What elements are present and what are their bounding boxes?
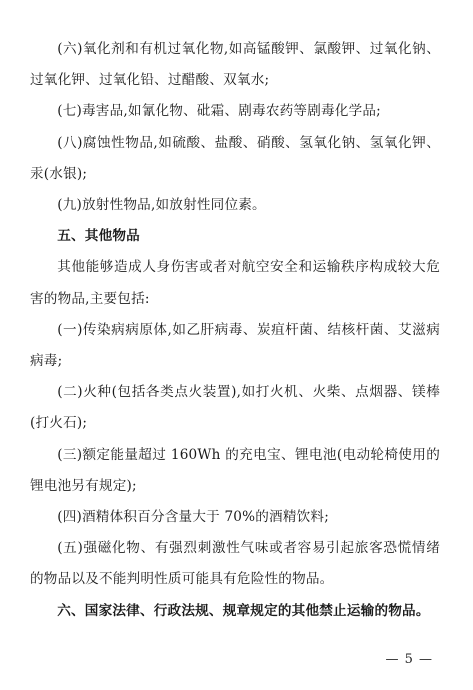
paragraph-item-6-oxidizers: (六)氧化剂和有机过氧化物,如高锰酸钾、氯酸钾、过氧化钠、过氧化钾、过氧化铅、过醋酸、双氧水; (30, 41, 440, 89)
paragraph-item-3-power-banks: (三)额定能量超过 160Wh 的充电宝、锂电池(电动轮椅使用的锂电池另有规定); (30, 446, 440, 494)
paragraph-item-9-radioactive: (九)放射性物品,如放射性同位素。 (57, 197, 266, 214)
paragraph-item-1-pathogens: (一)传染病病原体,如乙肝病毒、炭疽杆菌、结核杆菌、艾滋病病毒; (30, 321, 440, 370)
section-heading-legal-prohibited: 六、国家法律、行政法规、规章规定的其他禁止运输的物品。 (57, 602, 430, 619)
section-heading-other-items: 五、其他物品 (57, 228, 140, 245)
paragraph-item-4-alcohol: (四)酒精体积百分含量大于 70%的酒精饮料; (57, 509, 330, 526)
paragraph-item-5-magnetic-irritants: (五)强磁化物、有强烈刺激性气味或者容易引起旅客恐慌情绪的物品以及不能判明性质可能具有危险性的物品。 (30, 540, 440, 588)
paragraph-item-2-fire-sources: (二)火种(包括各类点火装置),如打火机、火柴、点烟器、镁棒(打火石); (30, 384, 440, 432)
page-number: — 5 — (385, 652, 433, 667)
document-body (30, 34, 440, 627)
paragraph-other-items-intro: 其他能够造成人身伤害或者对航空安全和运输秩序构成较大危害的物品,主要包括: (30, 259, 440, 307)
paragraph-item-8-corrosive: (八)腐蚀性物品,如硫酸、盐酸、硝酸、氢氧化钠、氢氧化钾、汞(水银); (30, 134, 440, 182)
paragraph-item-7-toxic: (七)毒害品,如氰化物、砒霜、剧毒农药等剧毒化学品; (57, 103, 381, 120)
